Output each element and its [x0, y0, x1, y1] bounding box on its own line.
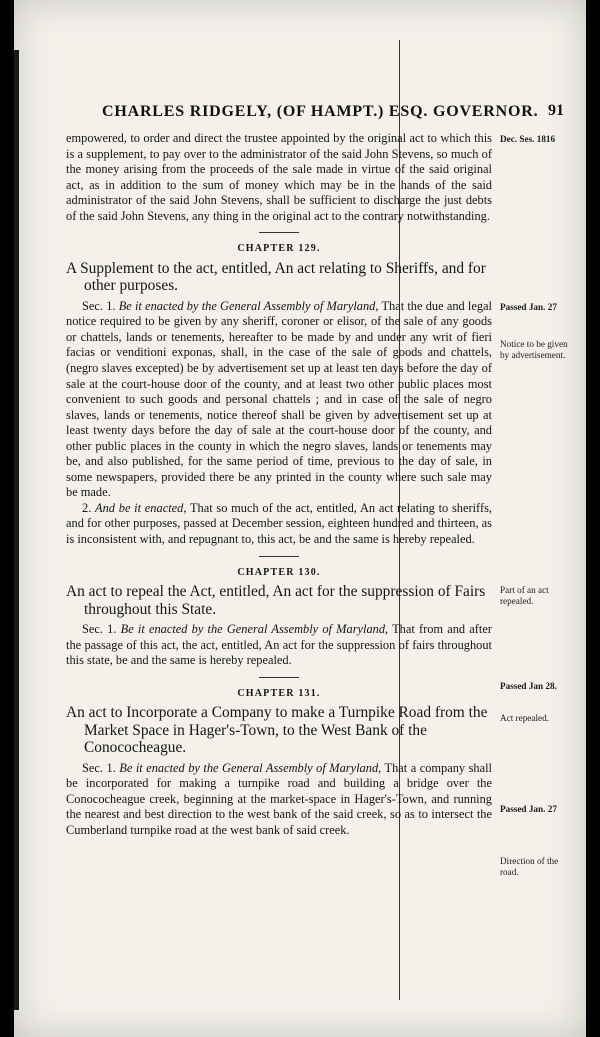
section-text: That so much of the act, entitled, An act relating to sheriffs, and for other purposes, passed at December session, eighteen hundred and thirteen, as is inconsistent with, and repugnant to, this act, be and the same is hereby repealed. — [66, 500, 493, 547]
section-paragraph — [66, 622, 492, 669]
section-lead: Sec. 1. — [82, 298, 119, 313]
enacting-clause: And be it enacted, — [95, 500, 187, 515]
page-number: 91 — [548, 102, 564, 119]
chapter-title: An act to Incorporate a Company to make a Turnpike Road from the Market Space in Hager's-Town, to the West Bank of the Conococheague. — [66, 704, 488, 757]
continuation-paragraph: empowered, to order and direct the trustee appointed by the original act to which this is a supplement, to pay over to the administrator of the said John Stevens, so much of the money arising from the proceeds of the sale made in virtue of the said original act, as in addition to the sum of money which may be in the hands of the said administrator of the said John Stevens, shall be sufficient to discharge the just debts of the said John Stevens, any thing in the original act to the contrary notwithstanding. — [66, 131, 492, 223]
section-paragraph — [66, 761, 492, 839]
section-paragraph — [66, 299, 492, 501]
section-rule — [259, 677, 299, 678]
section-text: That the due and legal notice required to be given by any sheriff, coroner or elisor, of the sale of any goods or chattels, lands or tenements, hereafter to be made by and under any writ of fieri facias or venditioni exponas, shall, in the case of the sale of goods and chattels, (negro slaves excepted) be by advertisement set up at least ten days before the day of sale at the court-house door of the county, and at least two other public places most convenient to such goods and personal chattels ; and in case of the sale of negro slaves, lands or tenements, notice thereof shall be given by advertisement set up at least twenty days before the day of sale at the court-house door of the county, and other public places in the county in which the negro slaves, lands or tenements may be, and also published, for the same period of time, previous to the day of sale, in some newspapers, provided there be any printed in the county where such sale may be made. — [66, 298, 492, 500]
margin-note-passed: Passed Jan 28. — [500, 681, 557, 691]
section-lead: Sec. 1. — [82, 622, 121, 637]
chapter-heading: CHAPTER 129. — [237, 243, 321, 255]
chapter-130 — [66, 565, 492, 669]
margin-note-direction: Direction of the road. — [500, 856, 559, 877]
page-body — [66, 131, 492, 839]
margin-note-session: Dec. Ses. 1816 — [500, 134, 556, 144]
enacting-clause: Be it enacted by the General Assembly of Maryland, — [118, 298, 379, 313]
chapter-title: An act to repeal the Act, entitled, An act for the suppression of Fairs throughout this State. — [66, 583, 486, 618]
section-lead: 2. — [82, 500, 96, 515]
enacting-clause: Be it enacted by the General Assembly of Maryland, — [120, 622, 389, 637]
section-text: That a company shall be incorporated for making a turnpike road and building a bridge over the Conococheague creek, beginning at the market-space in Hager's-Town, and running the nearest and best direction to the west bank of the said creek, so as to intersect the Cumberland turnpike road at the west bank of said creek. — [66, 760, 492, 837]
running-head: CHARLES RIDGELY, (OF HAMPT.) ESQ. GOVERNOR. — [102, 103, 539, 120]
margin-note-notice: Notice to be given by advertisement. — [500, 339, 568, 360]
margin-note-act-repealed: Act repealed. — [500, 713, 549, 723]
margin-note-passed: Passed Jan. 27 — [500, 302, 557, 312]
margin-note-part-repealed: Part of an act repealed. — [500, 585, 549, 606]
chapter-title: A Supplement to the act, entitled, An act relating to Sheriffs, and for other purposes. — [66, 259, 486, 295]
chapter-129 — [66, 241, 492, 547]
section-paragraph — [66, 501, 492, 548]
chapter-heading: CHAPTER 130. — [237, 566, 321, 578]
page-edge-shadow — [14, 50, 19, 1010]
section-lead: Sec. 1. — [82, 760, 120, 775]
enacting-clause: Be it enacted by the General Assembly of Maryland, — [119, 760, 382, 775]
section-text: That from and after the passage of this act, the act, entitled, An act for the suppression of fairs throughout this state, be and the same is hereby repealed. — [66, 622, 492, 668]
section-rule — [259, 232, 299, 233]
section-rule — [259, 556, 299, 557]
chapter-131 — [66, 686, 492, 839]
margin-note-passed: Passed Jan. 27 — [500, 804, 557, 814]
chapter-heading: CHAPTER 131. — [237, 687, 321, 699]
